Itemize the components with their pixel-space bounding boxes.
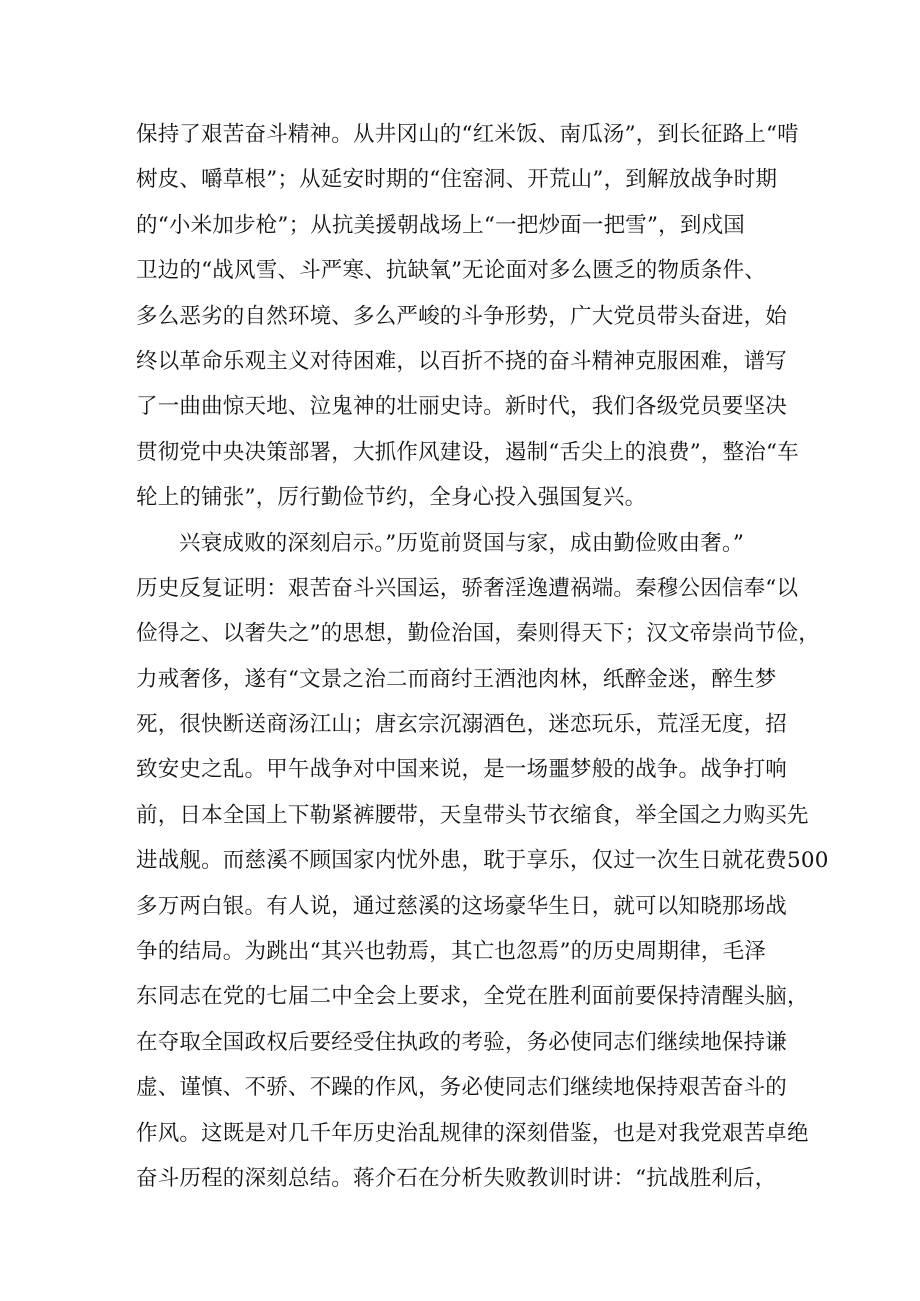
text-line: 终以革命乐观主义对待困难，以百折不挠的奋斗精神克服困难，谱写 — [136, 348, 788, 374]
paragraph-1 — [136, 112, 799, 521]
document-body — [136, 112, 829, 1201]
text-line: 致安史之乱。甲午战争对中国来说，是一场噩梦般的战争。战争打响 — [136, 757, 788, 783]
text-line: 兴衰成败的深刻启示。”历览前贤国与家，成由勤俭败由奢。” — [179, 530, 745, 556]
text-line: 死，很快断送商汤江山；唐玄宗沉溺酒色，迷恋玩乐，荒淫无度，招 — [136, 712, 788, 738]
text-line: 保持了艰苦奋斗精神。从井冈山的“红米饭、南瓜汤”，到长征路上“啃 — [136, 122, 799, 147]
paragraph-2 — [136, 521, 829, 1202]
text-line: 贯彻党中央决策部署，大抓作风建设，遏制“舌尖上的浪费”，整治“车 — [136, 439, 799, 465]
text-line: 多万两白银。有人说，通过慈溪的这场豪华生日，就可以知晓那场战 — [136, 893, 788, 919]
text-line: 在夺取全国政权后要经受住执政的考验，务必使同志们继续地保持谦 — [136, 1029, 788, 1055]
text-line: 俭得之、以奢失之”的思想，勤俭治国，秦则得天下；汉文帝崇尚节俭， — [136, 621, 820, 647]
text-line: 作风。这既是对几千年历史治乱规律的深刻借鉴，也是对我党艰苦卓绝 — [136, 1120, 809, 1146]
text-line: 历史反复证明：艰苦奋斗兴国运，骄奢淫逸遭祸端。秦穆公因信奉“以 — [136, 575, 799, 601]
text-line: 奋斗历程的深刻总结。蒋介石在分析失败教训时讲：“抗战胜利后， — [136, 1165, 777, 1191]
text-line: 东同志在党的七届二中全会上要求，全党在胜利面前要保持清醒头脑， — [136, 984, 809, 1010]
text-line: 的“小米加步枪”；从抗美援朝战场上“一把炒面一把雪”，到戍国 — [136, 212, 745, 238]
text-line: 虚、谨慎、不骄、不躁的作风，务必使同志们继续地保持艰苦奋斗的 — [136, 1075, 788, 1101]
text-line: 争的结局。为跳出“其兴也勃焉，其亡也忽焉”的历史周期律，毛泽 — [136, 939, 766, 965]
text-line: 力戒奢侈，遂有“文景之治二而商纣王酒池肉林，纸醉金迷，醉生梦 — [136, 666, 777, 692]
text-line: 卫边的“战风雪、斗严寒、抗缺氧”无论面对多么匮乏的物质条件、 — [136, 258, 766, 284]
text-line: 前，日本全国上下勒紧裤腰带，天皇带头节衣缩食，举全国之力购买先 — [136, 802, 809, 828]
text-line: 树皮、嚼草根”；从延安时期的“住窑洞、开荒山”，到解放战争时期 — [136, 167, 778, 193]
text-line: 多么恶劣的自然环境、多么严峻的斗争形势，广大党员带头奋进，始 — [136, 303, 788, 329]
text-line: 轮上的铺张”，厉行勤俭节约，全身心投入强国复兴。 — [136, 485, 647, 511]
text-line: 了一曲曲惊天地、泣鬼神的壮丽史诗。新时代，我们各级党员要坚决 — [136, 394, 788, 420]
text-line: 进战舰。而慈溪不顾国家内忧外患，耽于享乐，仅过一次生日就花费500 — [136, 848, 829, 874]
